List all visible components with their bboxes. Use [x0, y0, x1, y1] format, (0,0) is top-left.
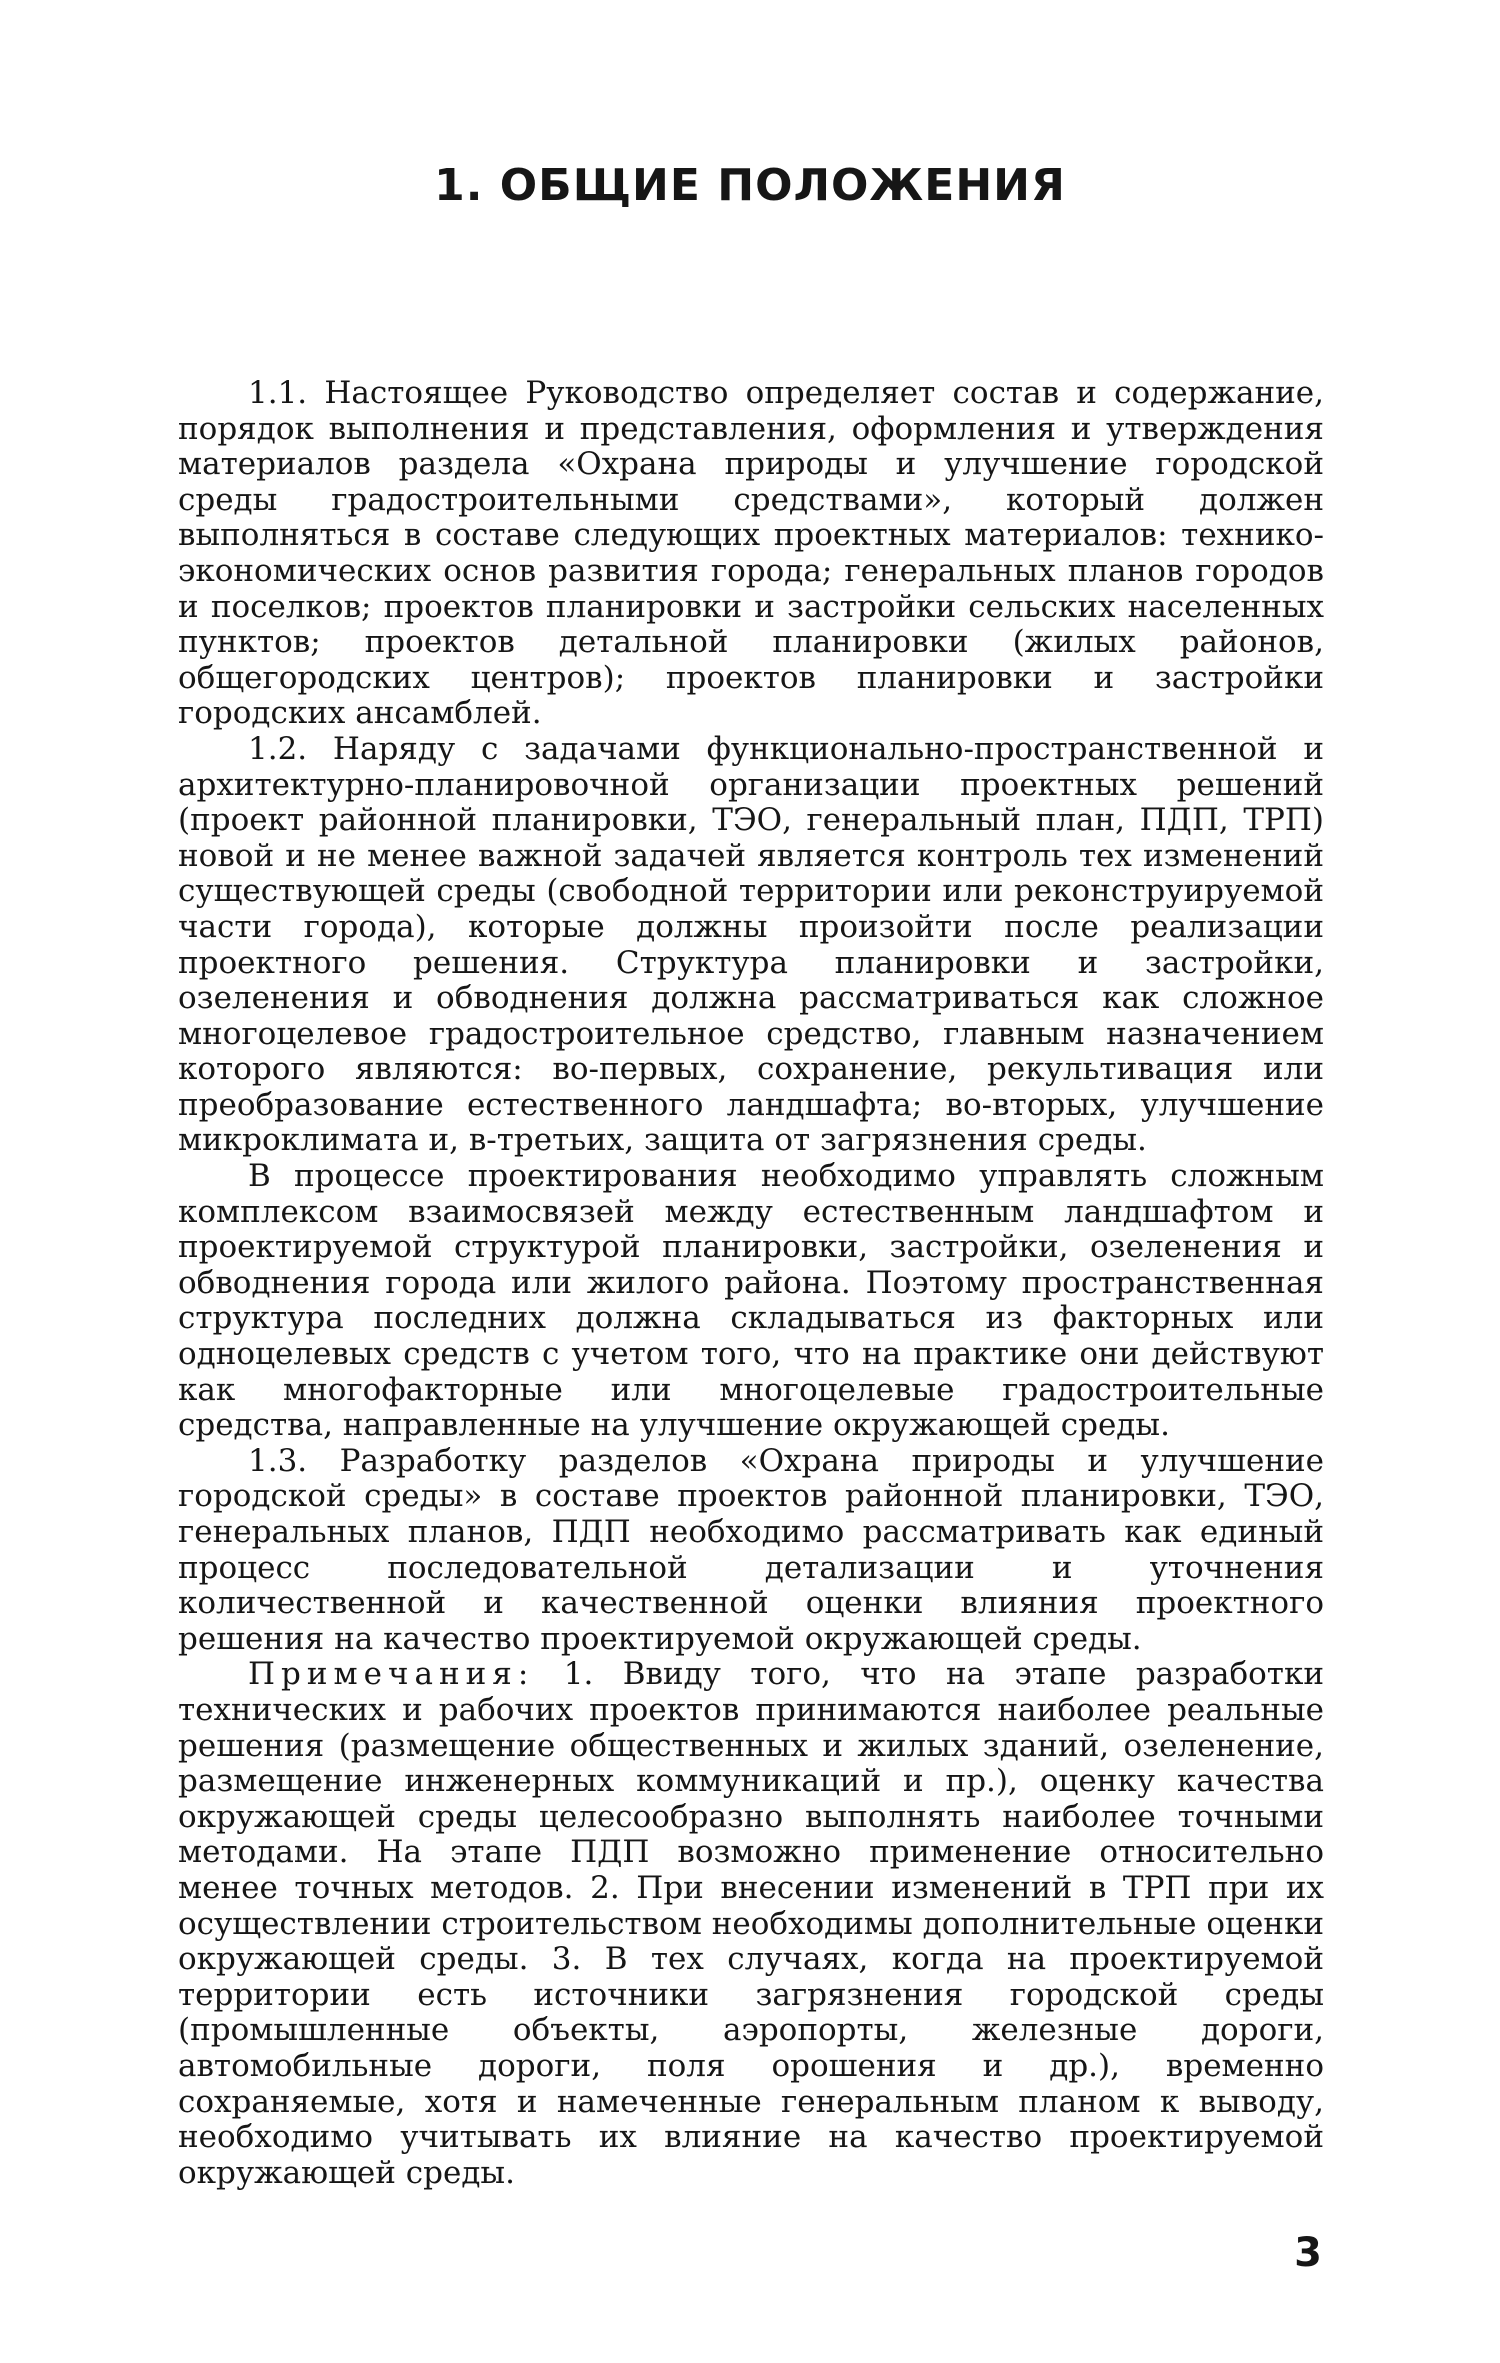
paragraph-1-2: 1.2. Наряду с задачами функционально-пространственной и архитектурно-планировочной организации проектных решений (проект районной планировки, ТЭО, генеральный план, ПДП, ТРП) новой и не менее важной задачей является контроль тех изменений существующей среды (свободной территории или реконструируемой части города), которые должны произойти после реализации проектного решения. Структура планировки и застройки, озеленения и обводнения должна рассматриваться как сложное многоцелевое градостроительное средство, главным назначением которого являются: во-первых, сохранение, рекультивация или преобразование естественного ландшафта; во-вторых, улучшение микроклимата и, в-третьих, защита от загрязнения среды. [178, 730, 1324, 1159]
paragraph-design-process: В процессе проектирования необходимо управлять сложным комплексом взаимосвязей между естественным ландшафтом и проектируемой структурой планировки, застройки, озеленения и обводнения города или жилого района. Поэтому пространственная структура последних должна складываться из факторных или одноцелевых средств с учетом того, что на практике они действуют как многофакторные или многоцелевые градостроительные средства, направленные на улучшение окружающей среды. [178, 1158, 1324, 1444]
notes-text: 1. Ввиду того, что на этапе разработки технических и рабочих проектов принимаются наиболее реальные решения (размещение общественных и жилых зданий, озеленение, размещение инженерных коммуникаций и пр.), оценку качества окружающей среды целесообразно выполнять наиболее точными методами. На этапе ПДП возможно применение относительно менее точных методов. 2. При внесении изменений в ТРП при их осуществлении строительством необходимы дополнительные оценки окружающей среды. 3. В тех случаях, когда на проектируемой территории есть источники загрязнения городской среды (промышленные объекты, аэропорты, железные дороги, автомобильные дороги, поля орошения и др.), временно сохраняемые, хотя и намеченные генеральным планом к выводу, необходимо учитывать их влияние на качество проектируемой окружающей среды. [178, 1656, 1324, 2191]
notes-paragraph [178, 1657, 1324, 2191]
paragraph-1-1: 1.1. Настоящее Руководство определяет состав и содержание, порядок выполнения и представления, оформления и утверждения материалов раздела «Охрана природы и улучшение городской среды градостроительными средствами», который должен выполняться в составе следующих проектных материалов: технико-экономических основ развития города; генеральных планов городов и поселков; проектов планировки и застройки сельских населенных пунктов; проектов детальной планировки (жилых районов, общегородских центров); проектов планировки и застройки городских ансамблей. [178, 375, 1324, 732]
section-heading: 1. ОБЩИЕ ПОЛОЖЕНИЯ [434, 160, 1066, 211]
body-text [178, 376, 1324, 2191]
page-number: 3 [1294, 2230, 1322, 2276]
notes-label: Примечания: [248, 1656, 535, 1693]
paragraph-1-3: 1.3. Разработку разделов «Охрана природы и улучшение городской среды» в составе проектов районной планировки, ТЭО, генеральных планов, ПДП необходимо рассматривать как единый процесс последовательной детализации и уточнения количественной и качественной оценки влияния проектного решения на качество проектируемой окружающей среды. [178, 1442, 1324, 1657]
